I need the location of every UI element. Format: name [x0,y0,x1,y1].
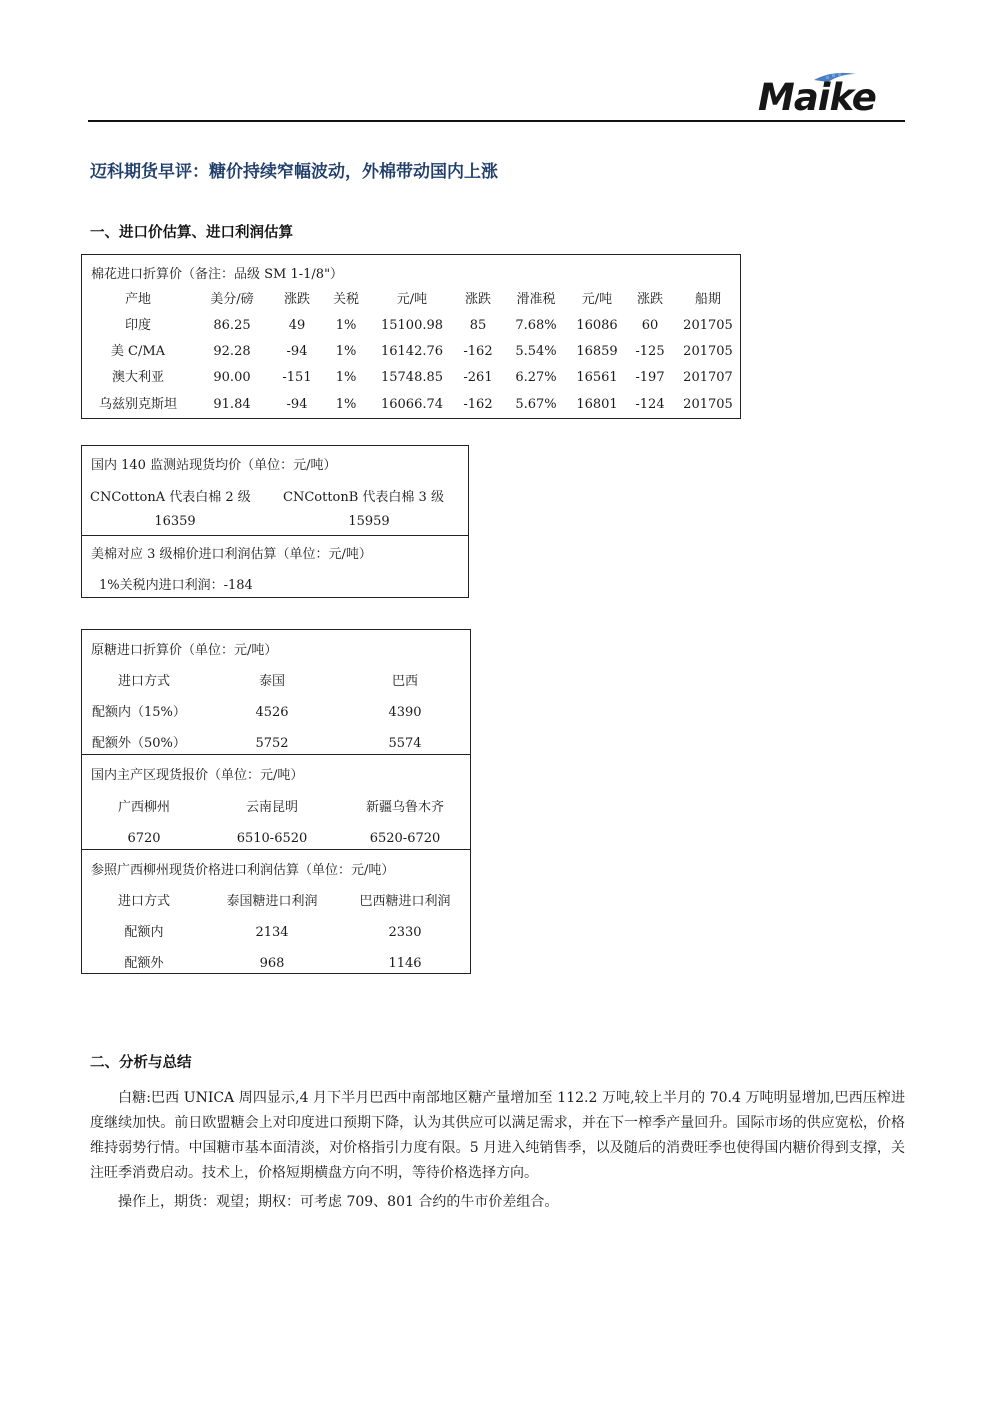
col-header: 美分/磅 [210,292,254,307]
col-header: 泰国 [258,674,286,689]
col-header: 关税 [332,292,360,307]
sugar-table [81,629,471,974]
table-cell: 1% [335,318,357,333]
table-cell: 印度 [124,318,152,333]
table-cell: 2134 [255,925,289,940]
table-cell: 5752 [255,736,289,751]
table-cell: 6510-6520 [236,831,308,846]
table-cell: 1146 [388,956,422,971]
col-header: 巴西 [391,674,419,689]
col-header: 泰国糖进口利润 [226,894,318,909]
table-cell: 5574 [388,736,422,751]
col-header: 巴西糖进口利润 [359,894,451,909]
table-cell: 16066.74 [380,397,444,412]
maike-logo [752,70,892,118]
cncotton-b-value: 15959 [348,514,390,529]
sugar-import-caption: 原糖进口折算价（单位：元/吨） [91,643,278,658]
table-cell: 92.28 [213,344,251,359]
profit-caption: 美棉对应 3 级棉价进口利润估算（单位：元/吨） [91,547,372,562]
page-title: 迈科期货早评：糖价持续窄幅波动，外棉带动国内上涨 [90,162,498,182]
table-cell: 7.68% [515,318,557,333]
table-cell: -261 [463,370,493,385]
table-cell: 16086 [576,318,618,333]
col-header: 产地 [124,292,152,307]
col-header: 涨跌 [464,292,492,307]
table-cell: -197 [635,370,665,385]
table-cell: -151 [282,370,312,385]
table-cell: 60 [641,318,659,333]
table-cell: 1% [335,344,357,359]
table-cell: 91.84 [213,397,251,412]
table-cell: 配额外 [124,956,164,971]
cotton-import-table [81,254,741,419]
table-cell: 1% [335,397,357,412]
table-cell: 85 [469,318,487,333]
cncotton-a-label: CNCottonA 代表白棉 2 级 [90,490,251,505]
col-header: 元/吨 [581,292,613,307]
divider [82,535,468,536]
cncotton-b-label: CNCottonB 代表白棉 3 级 [283,490,444,505]
table-cell: 1% [335,370,357,385]
logo-text: Maike [758,76,876,119]
table-cell: 5.67% [515,397,557,412]
cncotton-a-value: 16359 [154,514,196,529]
table-cell: 49 [288,318,306,333]
table-cell: 配额外（50%） [92,736,186,751]
table-cell: 16859 [576,344,618,359]
table-cell: 4526 [255,705,289,720]
col-header: 元/吨 [396,292,428,307]
cotton-import-caption: 棉花进口折算价（备注：品级 SM 1-1/8"） [91,267,344,282]
table-cell: 乌兹别克斯坦 [98,397,178,412]
table-cell: 配额内（15%） [92,705,186,720]
col-header: 云南昆明 [245,800,299,815]
col-header: 涨跌 [283,292,311,307]
cotton-domestic-table [81,445,469,598]
divider [82,849,470,850]
table-cell: 86.25 [213,318,251,333]
table-cell: 16561 [576,370,618,385]
table-cell: -124 [635,397,665,412]
sugar-spot-caption: 国内主产区现货报价（单位：元/吨） [91,768,304,783]
table-cell: 15100.98 [380,318,444,333]
sugar-profit-caption: 参照广西柳州现货价格进口利润估算（单位：元/吨） [91,863,395,878]
table-cell: 16801 [576,397,618,412]
table-cell: -162 [463,344,493,359]
table-cell: 201707 [683,370,733,385]
section2-heading: 二、分析与总结 [90,1055,192,1071]
table-cell: 16142.76 [380,344,444,359]
section1-heading: 一、进口价估算、进口利润估算 [90,225,293,241]
col-header: 船期 [694,292,722,307]
table-cell: 6720 [127,831,161,846]
table-cell: 90.00 [213,370,251,385]
analysis-text [90,1086,905,1215]
table-cell: 201705 [683,397,733,412]
profit-line: 1%关税内进口利润：-184 [99,578,253,593]
table-cell: 15748.85 [380,370,444,385]
table-cell: -162 [463,397,493,412]
table-cell: 968 [259,956,285,971]
table-cell: -94 [286,397,308,412]
table-cell: 201705 [683,344,733,359]
col-header: 新疆乌鲁木齐 [365,800,445,815]
table-cell: 澳大利亚 [111,370,165,385]
divider [82,754,470,755]
col-header: 涨跌 [636,292,664,307]
operation-paragraph: 操作上，期货：观望；期权：可考虑 709、801 合约的牛市价差组合。 [118,1194,559,1210]
table-cell: 6.27% [515,370,557,385]
header-divider [88,120,905,122]
table-cell: 6520-6720 [369,831,441,846]
table-cell: 4390 [388,705,422,720]
table-cell: 5.54% [515,344,557,359]
table-cell: 201705 [683,318,733,333]
col-header: 广西柳州 [117,800,171,815]
table-cell: 2330 [388,925,422,940]
col-header: 进口方式 [117,674,171,689]
table-cell: -94 [286,344,308,359]
cotton-domestic-caption: 国内 140 监测站现货均价（单位：元/吨） [91,458,337,473]
table-cell: -125 [635,344,665,359]
table-cell: 美 C/MA [110,344,166,359]
col-header: 滑准税 [516,292,556,307]
analysis-paragraph: 白糖:巴西 UNICA 周四显示,4 月下半月巴西中南部地区糖产量增加至 112.2 万吨,较上半月的 70.4 万吨明显增加,巴西压榨进度继续加快。前日欧盟糖会上对印度进口预期下降，认为其供应可以满足需求，并在下一榨季产量回升。国际市场的供应宽松，价格维持弱势行情。中国糖市基本面清淡，对价格指引力度有限。5 月进入纯销售季，以及随后的消费旺季也使得国内糖价得到支撑，关注旺季消费启动。技术上，价格短期横盘方向不明，等待价格选择方向。 [90,1090,905,1181]
col-header: 进口方式 [117,894,171,909]
table-cell: 配额内 [124,925,164,940]
